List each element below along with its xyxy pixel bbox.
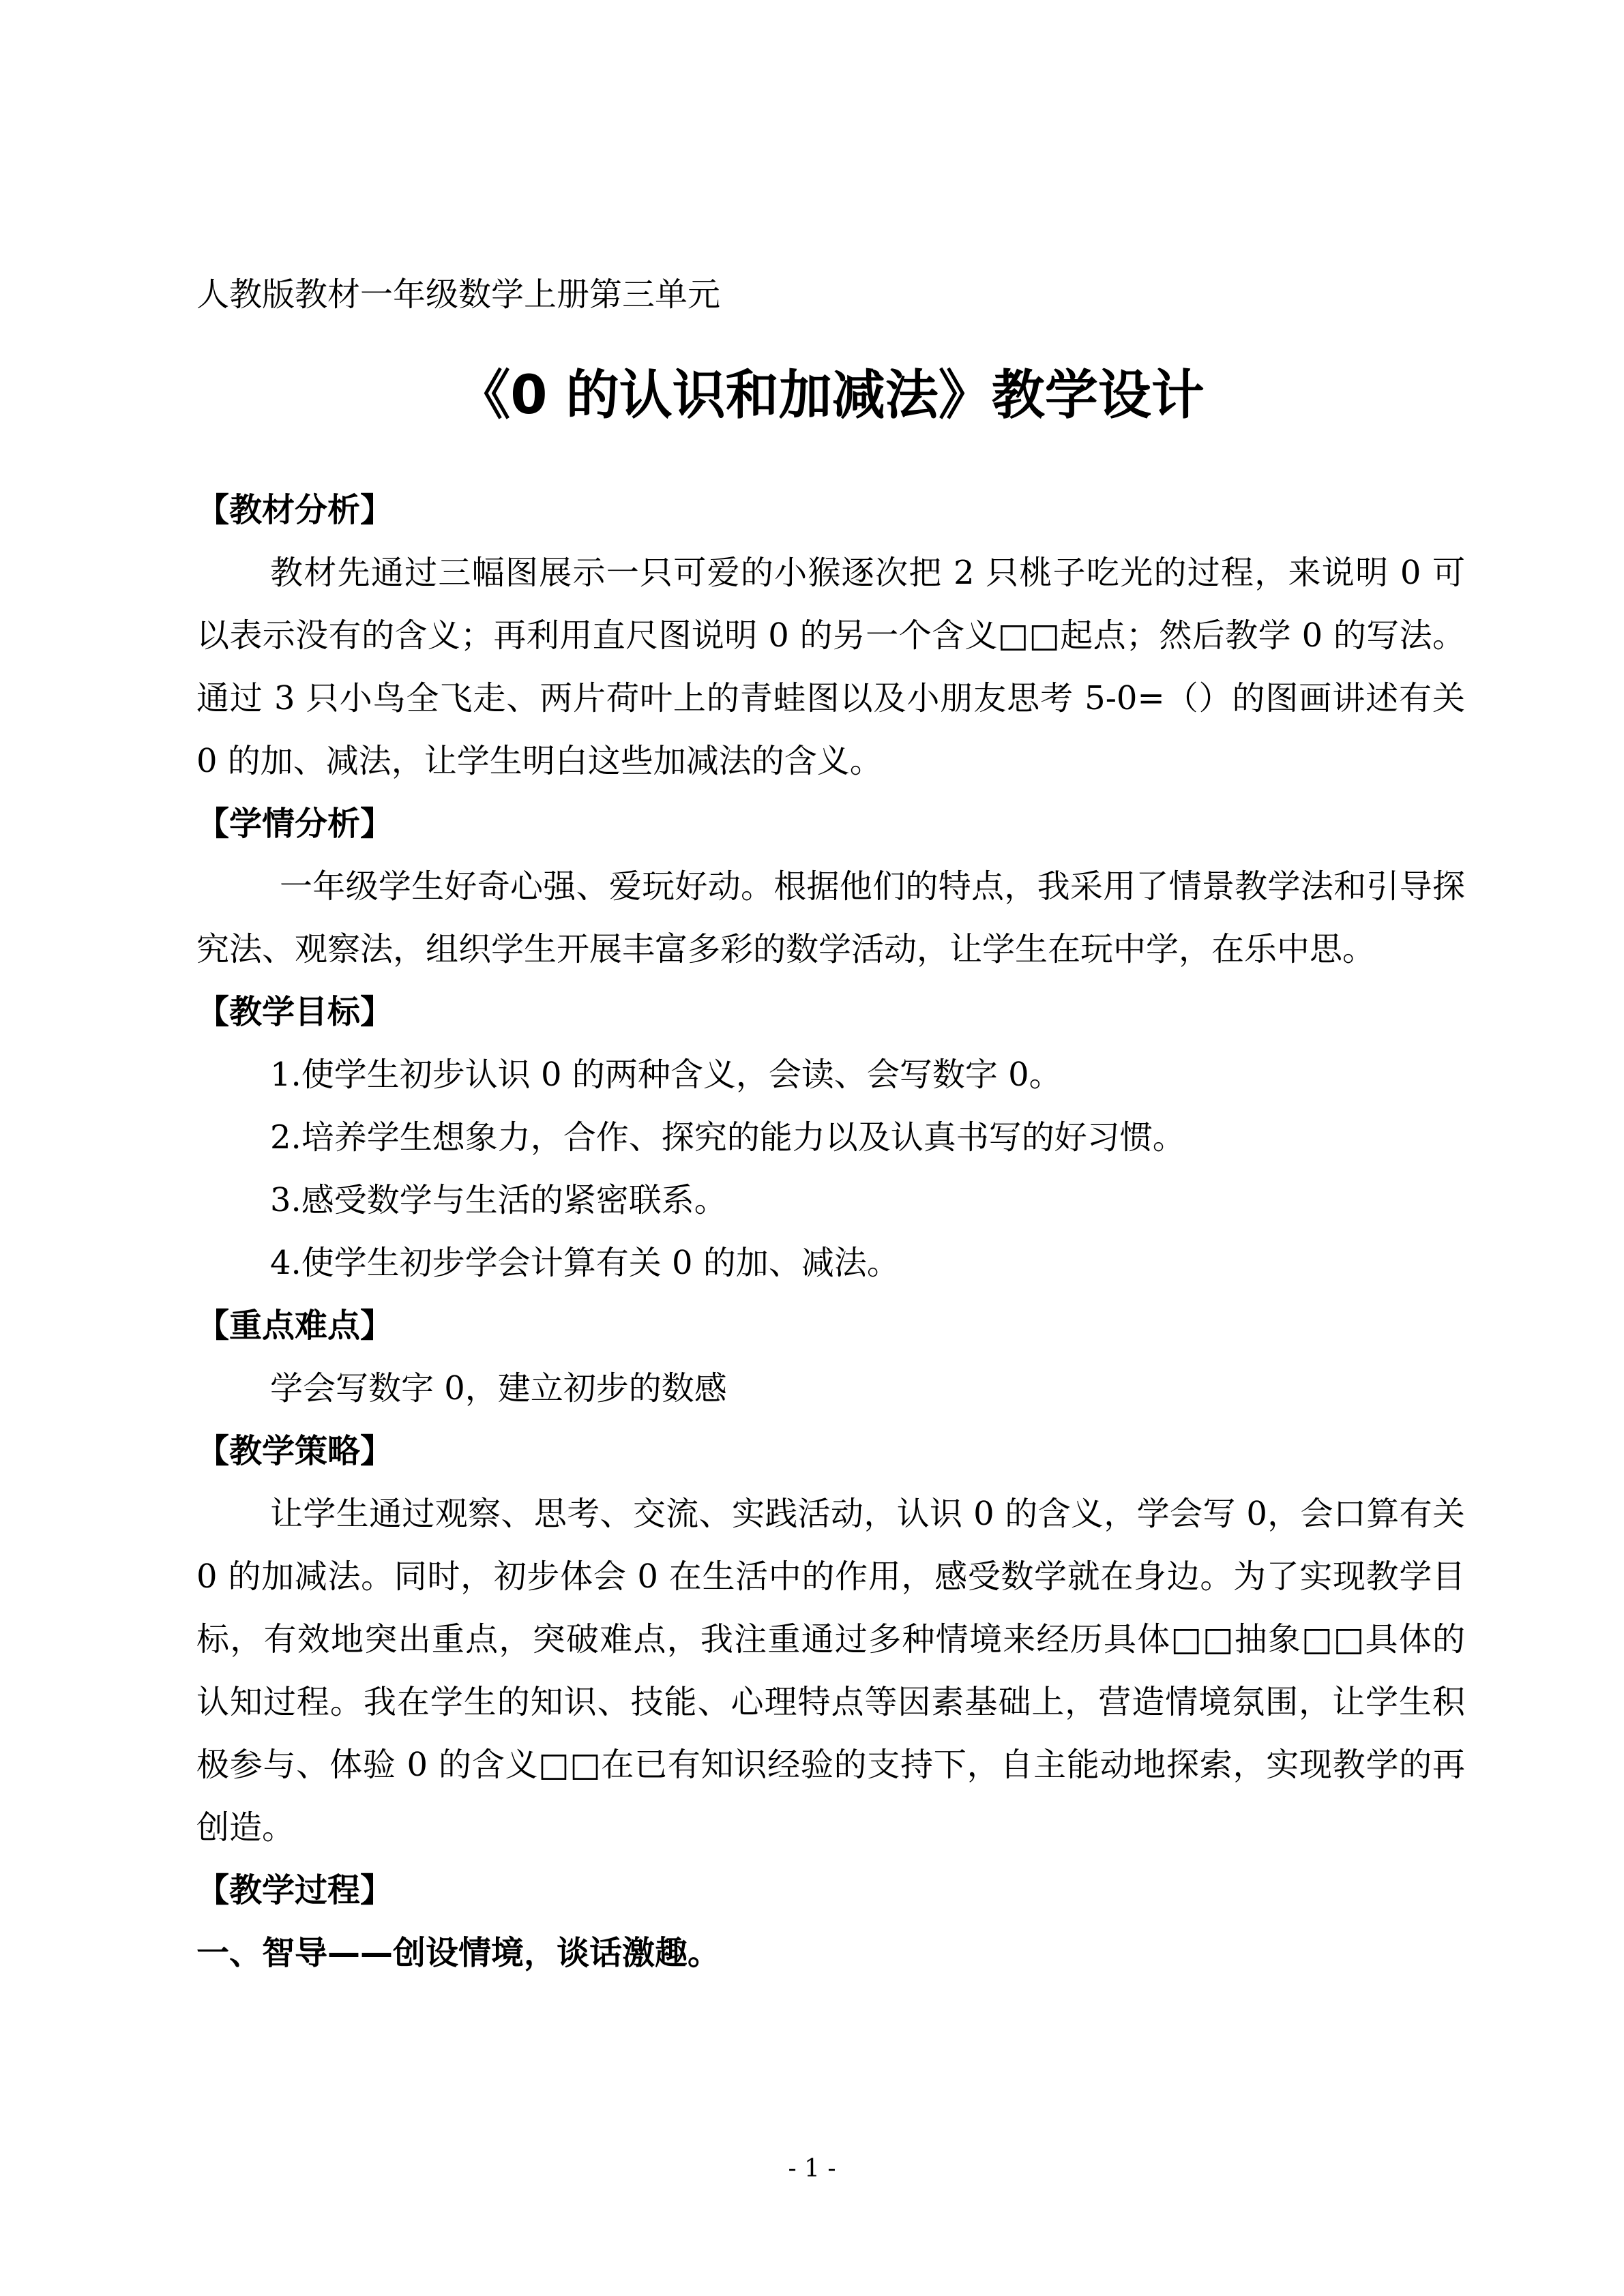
section-heading-teaching-strategy: 【教学策略】 — [196, 1432, 394, 1470]
teaching-goal-item: 1.使学生初步认识 0 的两种含义，会读、会写数字 0。 — [270, 1056, 1062, 1094]
teaching-strategy-paragraph: 让学生通过观察、思考、交流、实践活动，认识 0 的含义，学会写 0，会口算有关 0 的加减法。同时，初步体会 0 在生活中的作用，感受数学就在身边。为了实现教学目标，有效地突出重点，突破难点，我注重通过多种情境来经历具体□□抽象□□具体的认知过程。我在学生的知识、技能、心理特点等因素基础上，营造情境氛围，让学生积极参与、体验 0 的含义□□在已有知识经验的支持下，自主能动地探索，实现教学的再创造。 — [196, 1495, 1465, 1847]
teaching-goal-item: 2.培养学生想象力，合作、探究的能力以及认真书写的好习惯。 — [270, 1118, 1185, 1157]
textbook-analysis-paragraph: 教材先通过三幅图展示一只可爱的小猴逐次把 2 只桃子吃光的过程，来说明 0 可以表示没有的含义；再利用直尺图说明 0 的另一个含义□□起点；然后教学 0 的写法。通过 3 只小鸟全飞走、两片荷叶上的青蛙图以及小朋友思考 5-0=（）的图画讲述有关 0 的加、减法，让学生明白这些加减法的含义。 — [196, 554, 1465, 780]
section-heading-teaching-process: 【教学过程】 — [196, 1871, 394, 1909]
teaching-goal-item: 4.使学生初步学会计算有关 0 的加、减法。 — [270, 1244, 900, 1282]
page-number: - 1 - — [788, 2155, 836, 2183]
section-heading-teaching-goals: 【教学目标】 — [196, 993, 394, 1031]
teaching-goal-item: 3.感受数学与生活的紧密联系。 — [270, 1181, 727, 1219]
student-analysis-paragraph: 一年级学生好奇心强、爱玩好动。根据他们的特点，我采用了情景教学法和引导探究法、观察法，组织学生开展丰富多彩的数学活动，让学生在玩中学，在乐中思。 — [196, 867, 1465, 968]
document-body — [196, 265, 1465, 1984]
document-subtitle: 人教版教材一年级数学上册第三单元 — [196, 275, 721, 314]
section-heading-student-analysis: 【学情分析】 — [196, 805, 394, 843]
teaching-process-step-heading: 一、智导——创设情境，谈话激趣。 — [196, 1934, 721, 1972]
section-heading-key-points: 【重点难点】 — [196, 1307, 394, 1345]
section-heading-textbook-analysis: 【教材分析】 — [196, 491, 394, 529]
document-title: 《0 的认识和加减法》教学设计 — [457, 365, 1205, 426]
key-points-paragraph: 学会写数字 0，建立初步的数感 — [270, 1369, 727, 1407]
